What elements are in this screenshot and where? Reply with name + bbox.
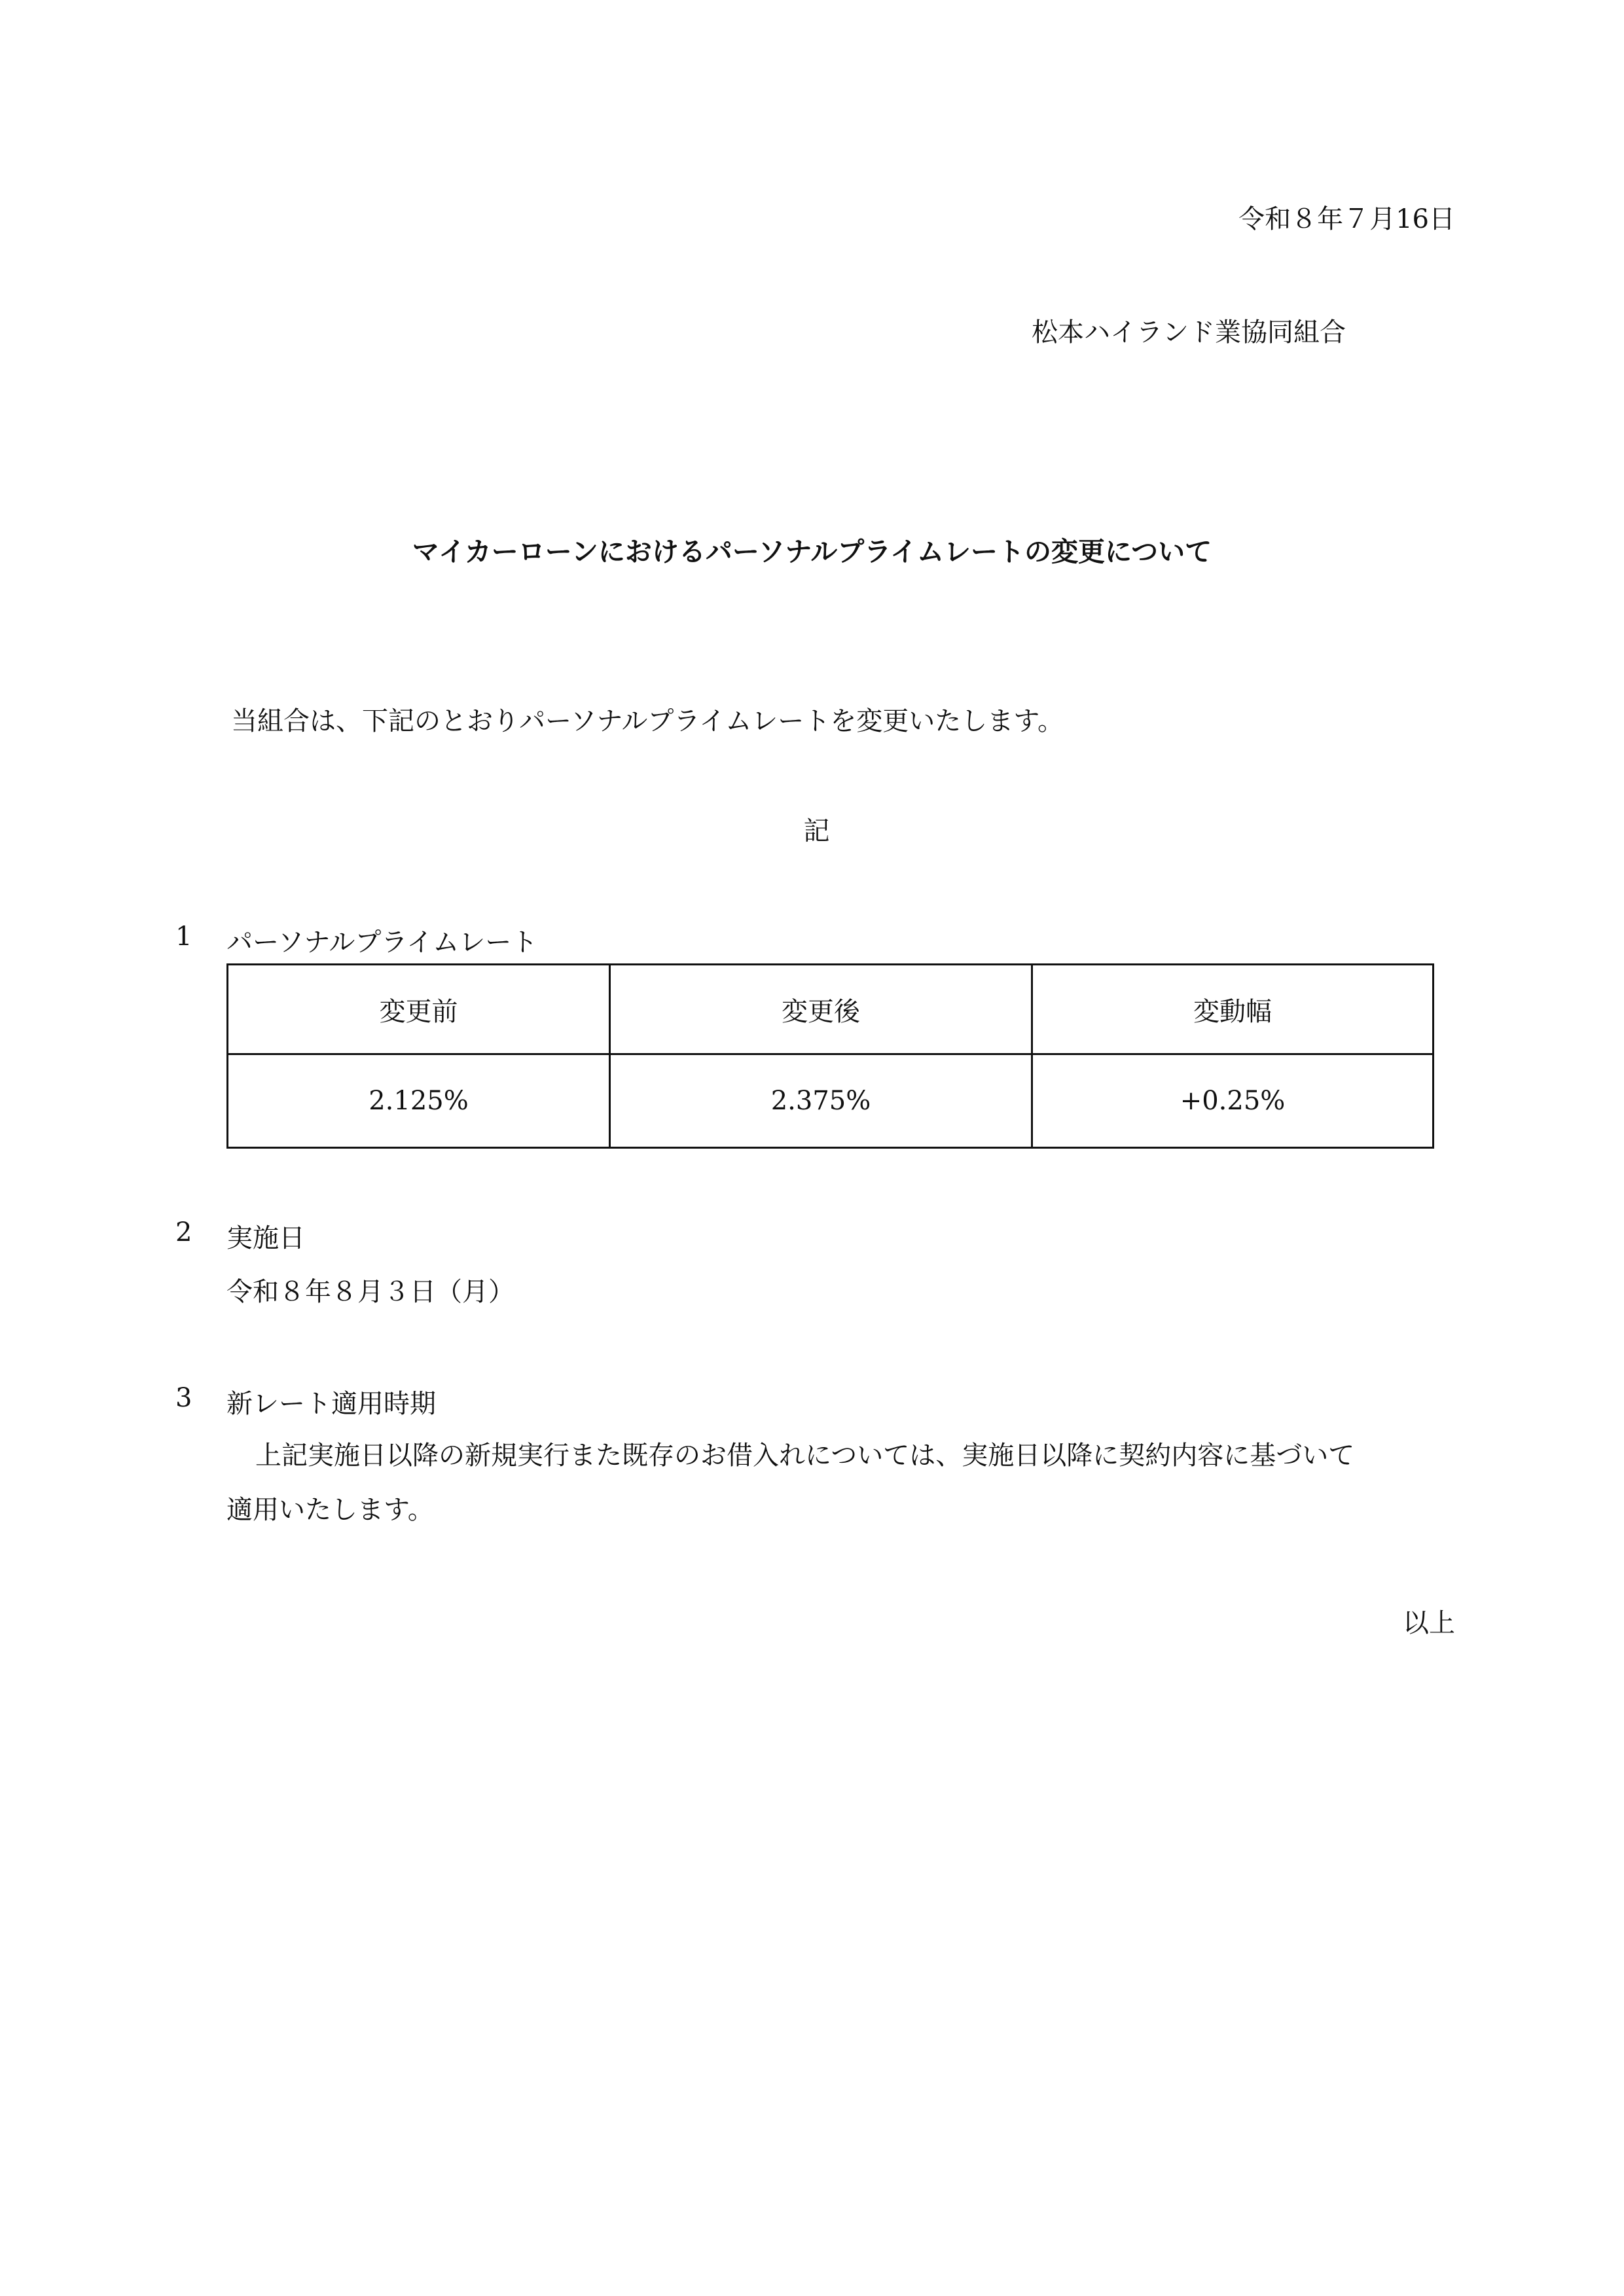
section-1-number: 1: [175, 922, 192, 952]
rate-table-header-row: [228, 965, 1434, 1054]
section-3-body-line-2: 適用いたします。: [226, 1495, 434, 1525]
section-1-label: パーソナルプライムレート: [226, 927, 538, 958]
header-change: 変動幅: [1032, 965, 1434, 1054]
issuer-organization: 松本ハイランド業協同組合: [1032, 317, 1346, 348]
rate-table-value-row: [228, 1054, 1434, 1148]
value-after: 2.375%: [610, 1054, 1032, 1148]
ki-heading: 記: [803, 816, 830, 846]
value-before: 2.125%: [228, 1054, 610, 1148]
effective-date: 令和８年８月３日（月）: [226, 1277, 514, 1307]
closing-mark: 以上: [1403, 1608, 1455, 1638]
document-title: マイカーローンにおけるパーソナルプライムレートの変更について: [412, 536, 1212, 567]
section-3-label: 新レート適用時期: [226, 1389, 436, 1419]
section-3-body-line-1: 上記実施日以降の新規実行また既存のお借入れについては、実施日以降に契約内容に基づいて: [255, 1441, 1355, 1471]
document-date: 令和８年７月16日: [1238, 204, 1455, 234]
header-after: 変更後: [610, 965, 1032, 1054]
header-before: 変更前: [228, 965, 610, 1054]
section-2-number: 2: [175, 1217, 192, 1247]
intro-paragraph: 当組合は、下記のとおりパーソナルプライムレートを変更いたします。: [231, 706, 1064, 736]
value-change: +0.25%: [1032, 1054, 1434, 1148]
section-2-label: 実施日: [226, 1223, 305, 1253]
section-3-number: 3: [175, 1383, 192, 1413]
rate-table: [226, 963, 1434, 1149]
